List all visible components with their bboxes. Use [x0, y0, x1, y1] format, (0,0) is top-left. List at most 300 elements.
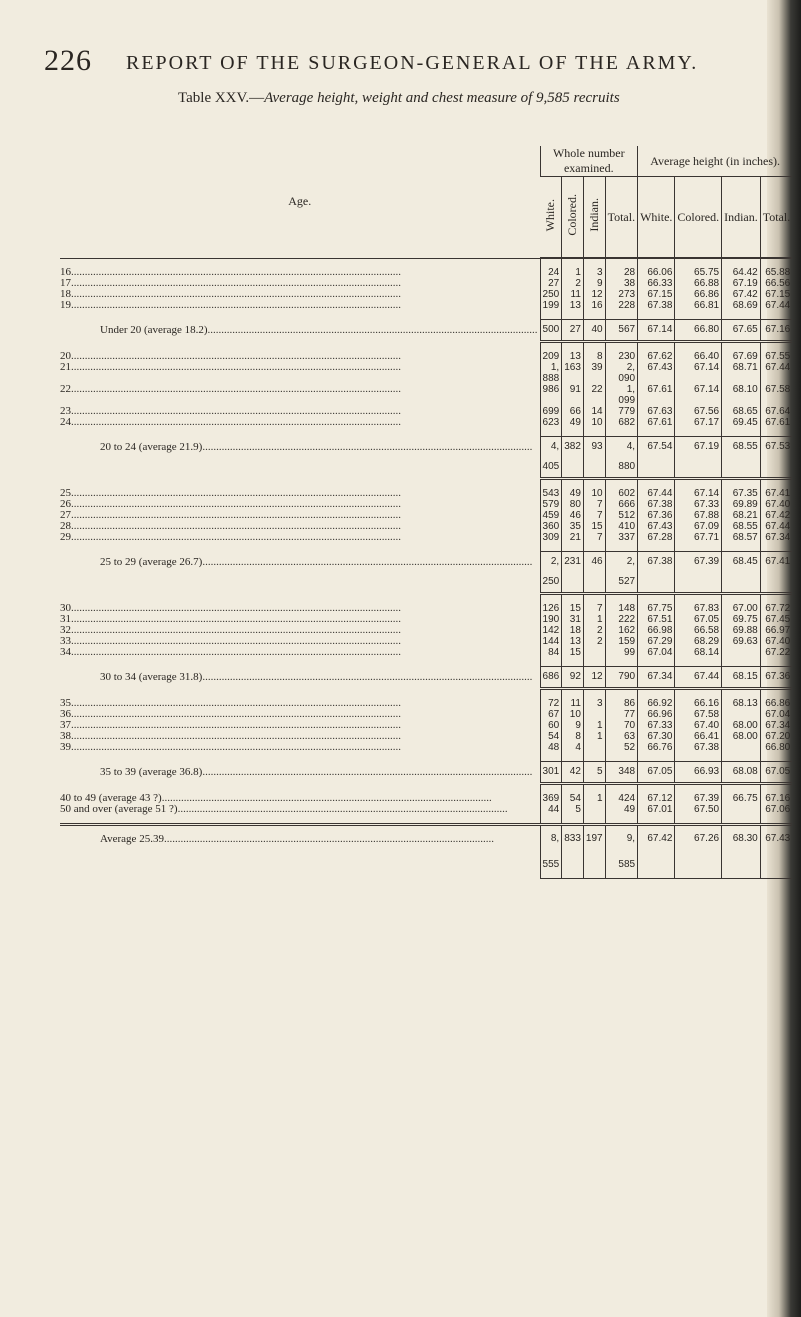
cell-h-indian: 68.21 [722, 510, 761, 521]
total-count-header: Total. [605, 177, 638, 259]
cell-h-colored: 67.58 [675, 709, 722, 720]
cell-white: 360 [540, 521, 562, 532]
cell-h-white: 67.36 [638, 510, 675, 521]
cell-white: 543 [540, 488, 562, 499]
cell-total: 38 [605, 278, 638, 289]
cell-colored: 66 [562, 406, 584, 417]
cell-white: 126 [540, 603, 562, 614]
cell-h-total: 67.34 [760, 720, 792, 731]
cell-h-indian [722, 647, 761, 658]
cell-h-white: 67.43 [638, 362, 675, 384]
cell-colored: 35 [562, 521, 584, 532]
cell-indian: 9 [583, 278, 605, 289]
cell-total: 222 [605, 614, 638, 625]
cell-h-indian [722, 742, 761, 753]
total-height-header: Total. [760, 177, 792, 259]
spacer-row [60, 594, 792, 604]
cell-total: 512 [605, 510, 638, 521]
table-row [60, 647, 792, 658]
table-row [60, 362, 792, 384]
cell-h-white: 67.63 [638, 406, 675, 417]
row-label: Under 20 (average 18.2)........................................................................................................................ [100, 323, 538, 336]
spacer-row [60, 784, 792, 794]
row-label: 20........................................................................................................................ [60, 351, 401, 362]
cell-h-total: 67.40 [760, 499, 792, 510]
cell-indian [583, 647, 605, 658]
cell-h-indian: 69.75 [722, 614, 761, 625]
table-row [60, 793, 792, 804]
table-row [60, 720, 792, 731]
table-row [60, 804, 792, 815]
cell-total: 63 [605, 731, 638, 742]
cell-h-total: 67.06 [760, 804, 792, 815]
spacer-row [60, 428, 792, 437]
cell-h-white: 67.51 [638, 614, 675, 625]
cell-h-indian: 69.63 [722, 636, 761, 647]
cell-total: 9, 585 [605, 825, 638, 879]
cell-h-white: 66.92 [638, 698, 675, 709]
cell-h-white: 67.15 [638, 289, 675, 300]
subtotal-row [60, 762, 792, 784]
cell-total: 28 [605, 267, 638, 278]
cell-h-indian: 68.30 [722, 825, 761, 879]
cell-indian: 1 [583, 614, 605, 625]
cell-h-indian: 69.88 [722, 625, 761, 636]
cell-h-total: 67.43 [760, 825, 792, 879]
cell-h-colored: 67.83 [675, 603, 722, 614]
cell-h-colored: 67.09 [675, 521, 722, 532]
table-row [60, 614, 792, 625]
cell-colored: 27 [562, 320, 584, 342]
row-label: 35 to 39 (average 36.8)........................................................................................................................ [100, 765, 533, 778]
cell-h-white: 67.34 [638, 667, 675, 689]
cell-colored: 91 [562, 384, 584, 406]
cell-h-colored: 66.81 [675, 300, 722, 311]
cell-indian: 1 [583, 793, 605, 804]
cell-h-indian [722, 709, 761, 720]
cell-total: 77 [605, 709, 638, 720]
cell-h-indian: 68.00 [722, 720, 761, 731]
cell-colored: 4 [562, 742, 584, 753]
cell-h-white: 67.29 [638, 636, 675, 647]
cell-h-colored: 67.14 [675, 488, 722, 499]
table-row [60, 289, 792, 300]
cell-h-white: 67.61 [638, 384, 675, 406]
row-label: 22........................................................................................................................ [60, 384, 401, 395]
cell-h-colored: 67.26 [675, 825, 722, 879]
cell-h-white: 66.06 [638, 267, 675, 278]
table-row [60, 417, 792, 428]
table-row [60, 499, 792, 510]
cell-total: 410 [605, 521, 638, 532]
cell-h-indian: 68.45 [722, 552, 761, 594]
cell-white: 44 [540, 804, 562, 815]
cell-total: 602 [605, 488, 638, 499]
row-label: 21........................................................................................................................ [60, 362, 401, 373]
cell-h-white: 67.43 [638, 521, 675, 532]
cell-white: 686 [540, 667, 562, 689]
cell-total: 148 [605, 603, 638, 614]
row-label: 38........................................................................................................................ [60, 731, 401, 742]
cell-h-colored: 67.44 [675, 667, 722, 689]
cell-h-indian: 67.65 [722, 320, 761, 342]
row-label: 24........................................................................................................................ [60, 417, 401, 428]
row-label: 37........................................................................................................................ [60, 720, 401, 731]
cell-indian: 10 [583, 417, 605, 428]
cell-colored: 382 [562, 437, 584, 479]
cell-h-total: 67.58 [760, 384, 792, 406]
cell-indian: 7 [583, 603, 605, 614]
cell-h-white: 67.14 [638, 320, 675, 342]
row-label: 25 to 29 (average 26.7)........................................................................................................................ [100, 555, 533, 568]
cell-h-white: 67.54 [638, 437, 675, 479]
row-label: 31........................................................................................................................ [60, 614, 401, 625]
cell-indian [583, 709, 605, 720]
cell-colored: 13 [562, 351, 584, 362]
cell-h-colored: 66.58 [675, 625, 722, 636]
cell-colored: 10 [562, 709, 584, 720]
cell-total: 159 [605, 636, 638, 647]
cell-colored: 11 [562, 698, 584, 709]
cell-indian: 14 [583, 406, 605, 417]
cell-indian: 8 [583, 351, 605, 362]
cell-h-colored: 65.75 [675, 267, 722, 278]
cell-indian: 46 [583, 552, 605, 594]
cell-white: 144 [540, 636, 562, 647]
cell-total: 337 [605, 532, 638, 543]
cell-total: 682 [605, 417, 638, 428]
cell-white: 369 [540, 793, 562, 804]
cell-white: 67 [540, 709, 562, 720]
cell-white: 2, 250 [540, 552, 562, 594]
page-number: 226 [44, 44, 92, 77]
cell-h-colored: 66.88 [675, 278, 722, 289]
table-row [60, 267, 792, 278]
cell-colored: 21 [562, 532, 584, 543]
cell-h-indian: 68.08 [722, 762, 761, 784]
cell-white: 27 [540, 278, 562, 289]
cell-h-total: 67.40 [760, 636, 792, 647]
cell-white: 54 [540, 731, 562, 742]
cell-h-total: 67.64 [760, 406, 792, 417]
spacer-row [60, 479, 792, 489]
table-row [60, 488, 792, 499]
cell-h-white: 67.01 [638, 804, 675, 815]
row-label: 27........................................................................................................................ [60, 510, 401, 521]
cell-indian [583, 742, 605, 753]
row-label: 33........................................................................................................................ [60, 636, 401, 647]
cell-h-total: 67.42 [760, 510, 792, 521]
cell-h-white: 66.76 [638, 742, 675, 753]
cell-h-colored: 68.14 [675, 647, 722, 658]
cell-colored: 163 [562, 362, 584, 384]
cell-h-colored: 67.50 [675, 804, 722, 815]
table-row [60, 521, 792, 532]
cell-indian: 10 [583, 488, 605, 499]
spacer-row [60, 753, 792, 762]
cell-h-indian: 68.00 [722, 731, 761, 742]
cell-h-total: 66.80 [760, 742, 792, 753]
cell-h-indian [722, 804, 761, 815]
cell-h-indian: 67.00 [722, 603, 761, 614]
cell-h-total: 67.44 [760, 362, 792, 384]
cell-total: 49 [605, 804, 638, 815]
cell-white: 301 [540, 762, 562, 784]
cell-total: 779 [605, 406, 638, 417]
row-label: Average 25.39........................................................................................................................ [60, 825, 540, 879]
table-row [60, 603, 792, 614]
white-height-header: White. [638, 177, 675, 259]
spacer-row [60, 311, 792, 320]
cell-h-indian: 68.57 [722, 532, 761, 543]
cell-colored: 11 [562, 289, 584, 300]
cell-h-white: 67.12 [638, 793, 675, 804]
row-label: 35........................................................................................................................ [60, 698, 401, 709]
cell-indian: 93 [583, 437, 605, 479]
cell-indian: 2 [583, 636, 605, 647]
table-row [60, 731, 792, 742]
age-header: Age. [60, 146, 540, 258]
cell-h-total: 67.16 [760, 320, 792, 342]
cell-white: 48 [540, 742, 562, 753]
cell-colored: 833 [562, 825, 584, 879]
cell-indian: 7 [583, 499, 605, 510]
cell-colored: 2 [562, 278, 584, 289]
cell-white: 986 [540, 384, 562, 406]
cell-colored: 1 [562, 267, 584, 278]
row-label: 39........................................................................................................................ [60, 742, 401, 753]
whole-number-header: Whole number examined. [540, 146, 638, 177]
cell-indian: 1 [583, 731, 605, 742]
cell-colored: 231 [562, 552, 584, 594]
cell-h-total: 67.41 [760, 488, 792, 499]
cell-h-indian: 68.10 [722, 384, 761, 406]
table-caption [178, 90, 620, 107]
table-row [60, 300, 792, 311]
cell-h-indian: 68.13 [722, 698, 761, 709]
cell-white: 4, 405 [540, 437, 562, 479]
cell-indian: 197 [583, 825, 605, 879]
cell-colored: 49 [562, 417, 584, 428]
cell-white: 459 [540, 510, 562, 521]
cell-h-total: 65.88 [760, 267, 792, 278]
subtotal-row [60, 667, 792, 689]
cell-h-colored: 66.80 [675, 320, 722, 342]
cell-indian: 40 [583, 320, 605, 342]
cell-h-white: 66.98 [638, 625, 675, 636]
cell-h-indian: 68.71 [722, 362, 761, 384]
cell-h-white: 67.38 [638, 552, 675, 594]
cell-white: 84 [540, 647, 562, 658]
table-row [60, 406, 792, 417]
cell-indian: 22 [583, 384, 605, 406]
cell-total: 424 [605, 793, 638, 804]
row-label: 40 to 49 (average 43 ?)........................................................................................................................ [60, 793, 492, 804]
cell-h-total: 66.56 [760, 278, 792, 289]
row-label: 28........................................................................................................................ [60, 521, 401, 532]
row-label: 29........................................................................................................................ [60, 532, 401, 543]
cell-colored: 49 [562, 488, 584, 499]
cell-indian: 5 [583, 762, 605, 784]
cell-h-white: 67.05 [638, 762, 675, 784]
cell-h-white: 67.30 [638, 731, 675, 742]
caption-prefix: Table XXV.— [178, 90, 265, 106]
cell-indian: 15 [583, 521, 605, 532]
cell-h-total: 67.44 [760, 521, 792, 532]
cell-h-white: 67.61 [638, 417, 675, 428]
cell-h-total: 67.15 [760, 289, 792, 300]
cell-h-white: 66.33 [638, 278, 675, 289]
cell-h-total: 67.72 [760, 603, 792, 614]
cell-h-colored: 66.16 [675, 698, 722, 709]
cell-white: 60 [540, 720, 562, 731]
table-row [60, 636, 792, 647]
cell-h-indian: 67.69 [722, 351, 761, 362]
cell-h-indian: 64.42 [722, 267, 761, 278]
cell-colored: 9 [562, 720, 584, 731]
cell-total: 2, 090 [605, 362, 638, 384]
cell-total: 228 [605, 300, 638, 311]
table-row [60, 698, 792, 709]
cell-h-total: 66.97 [760, 625, 792, 636]
cell-total: 1, 099 [605, 384, 638, 406]
row-label: 34........................................................................................................................ [60, 647, 401, 658]
cell-colored: 80 [562, 499, 584, 510]
cell-h-white: 67.38 [638, 499, 675, 510]
cell-white: 309 [540, 532, 562, 543]
cell-total: 666 [605, 499, 638, 510]
cell-white: 500 [540, 320, 562, 342]
cell-h-total: 67.04 [760, 709, 792, 720]
table-row [60, 510, 792, 521]
cell-white: 250 [540, 289, 562, 300]
row-label: 19........................................................................................................................ [60, 300, 401, 311]
cell-h-white: 67.75 [638, 603, 675, 614]
row-label: 25........................................................................................................................ [60, 488, 401, 499]
colored-height-header: Colored. [675, 177, 722, 259]
cell-h-colored: 67.17 [675, 417, 722, 428]
cell-h-white: 66.96 [638, 709, 675, 720]
indian-height-header: Indian. [722, 177, 761, 259]
cell-h-white: 67.62 [638, 351, 675, 362]
cell-h-colored: 67.19 [675, 437, 722, 479]
cell-white: 190 [540, 614, 562, 625]
colored-count-header: Colored. [562, 177, 584, 259]
cell-colored: 13 [562, 300, 584, 311]
cell-h-total: 67.22 [760, 647, 792, 658]
table-row [60, 384, 792, 406]
cell-total: 790 [605, 667, 638, 689]
cell-total: 273 [605, 289, 638, 300]
subtotal-row [60, 320, 792, 342]
cell-white: 24 [540, 267, 562, 278]
spacer-row [60, 815, 792, 825]
table-body [60, 258, 792, 879]
cell-colored: 5 [562, 804, 584, 815]
cell-white: 8, 555 [540, 825, 562, 879]
row-label: 20 to 24 (average 21.9)........................................................................................................................ [100, 440, 533, 453]
cell-white: 699 [540, 406, 562, 417]
running-head: REPORT OF THE SURGEON-GENERAL OF THE ARMY. [126, 52, 699, 74]
cell-white: 1, 888 [540, 362, 562, 384]
cell-white: 142 [540, 625, 562, 636]
cell-h-colored: 67.39 [675, 552, 722, 594]
cell-total: 86 [605, 698, 638, 709]
cell-h-indian: 67.42 [722, 289, 761, 300]
caption-title: Average height, weight and chest measure of 9,585 recruits [264, 90, 620, 106]
spacer-row [60, 658, 792, 667]
table-row [60, 532, 792, 543]
cell-white: 209 [540, 351, 562, 362]
row-label: 32........................................................................................................................ [60, 625, 401, 636]
cell-indian: 12 [583, 667, 605, 689]
cell-h-colored: 67.40 [675, 720, 722, 731]
cell-colored: 42 [562, 762, 584, 784]
cell-h-indian: 68.69 [722, 300, 761, 311]
cell-total: 70 [605, 720, 638, 731]
cell-h-colored: 68.29 [675, 636, 722, 647]
row-label: 50 and over (average 51 ?)........................................................................................................................ [60, 804, 508, 815]
row-label: 18........................................................................................................................ [60, 289, 401, 300]
cell-h-total: 67.45 [760, 614, 792, 625]
cell-h-indian: 68.65 [722, 406, 761, 417]
cell-h-total: 66.86 [760, 698, 792, 709]
cell-total: 99 [605, 647, 638, 658]
cell-indian: 7 [583, 510, 605, 521]
cell-indian: 3 [583, 698, 605, 709]
average-height-header: Average height (in inches). [638, 146, 793, 177]
row-label: 30........................................................................................................................ [60, 603, 401, 614]
cell-h-total: 67.34 [760, 532, 792, 543]
cell-h-total: 67.55 [760, 351, 792, 362]
table-row [60, 278, 792, 289]
cell-h-colored: 66.93 [675, 762, 722, 784]
cell-colored: 54 [562, 793, 584, 804]
row-label: 36........................................................................................................................ [60, 709, 401, 720]
cell-h-total: 67.61 [760, 417, 792, 428]
cell-h-white: 67.04 [638, 647, 675, 658]
table-row [60, 351, 792, 362]
cell-indian [583, 804, 605, 815]
header-group-row [60, 146, 792, 177]
cell-white: 199 [540, 300, 562, 311]
cell-white: 623 [540, 417, 562, 428]
cell-h-colored: 67.71 [675, 532, 722, 543]
white-count-header: White. [540, 177, 562, 259]
cell-total: 2, 527 [605, 552, 638, 594]
cell-h-indian: 68.55 [722, 437, 761, 479]
cell-h-total: 67.41 [760, 552, 792, 594]
cell-total: 230 [605, 351, 638, 362]
cell-colored: 13 [562, 636, 584, 647]
cell-h-total: 67.05 [760, 762, 792, 784]
cell-total: 4, 880 [605, 437, 638, 479]
cell-h-colored: 66.40 [675, 351, 722, 362]
cell-indian: 2 [583, 625, 605, 636]
cell-indian: 12 [583, 289, 605, 300]
table-row [60, 742, 792, 753]
cell-colored: 8 [562, 731, 584, 742]
row-label: 26........................................................................................................................ [60, 499, 401, 510]
cell-h-total: 67.16 [760, 793, 792, 804]
cell-total: 348 [605, 762, 638, 784]
cell-colored: 18 [562, 625, 584, 636]
data-table [60, 146, 792, 879]
cell-h-white: 67.33 [638, 720, 675, 731]
cell-total: 52 [605, 742, 638, 753]
grand-total-row [60, 825, 792, 879]
cell-h-white: 67.28 [638, 532, 675, 543]
